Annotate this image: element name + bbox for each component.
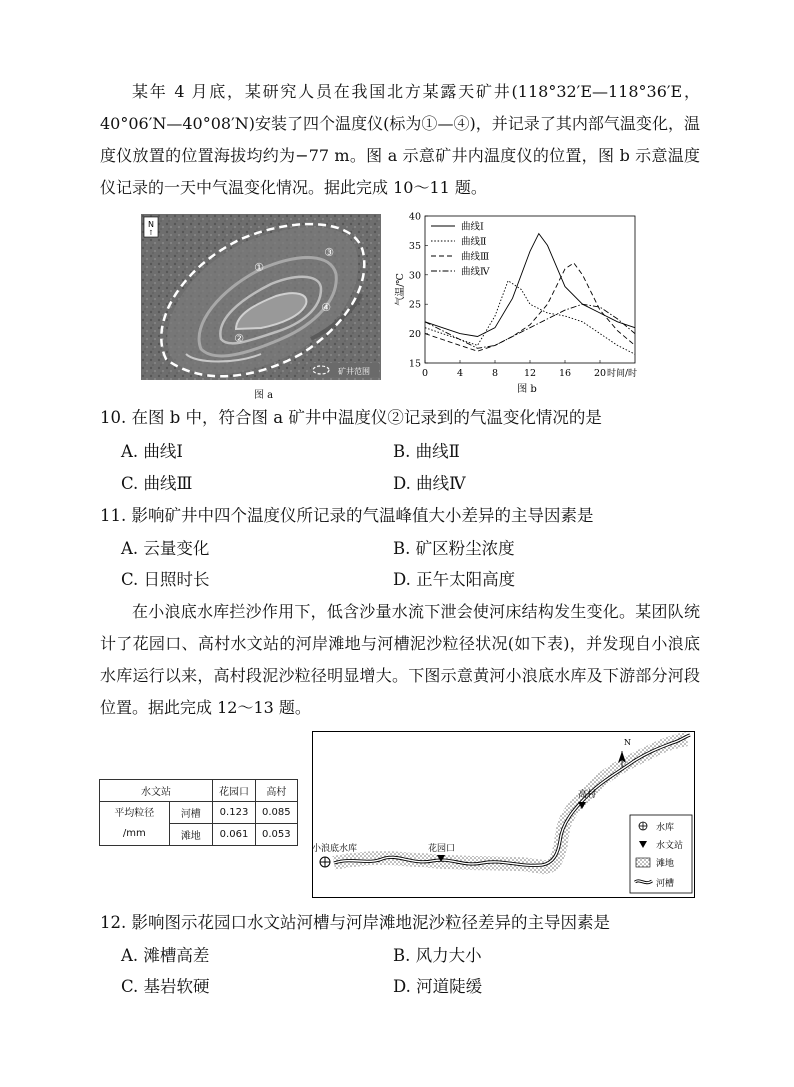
marker-1: ① [254,261,264,274]
row-label-line-1: 平均粒径 [114,807,155,819]
legend-label-2: 曲线Ⅱ [461,236,487,248]
question-12-stem: 12. 影响图示花园口水文站河槽与河岸滩地泥沙粒径差异的主导因素是 [100,913,610,932]
q12-option-d[interactable]: D. 河道陡缓 [393,977,483,996]
x-axis-label: 时间/时 [606,369,637,379]
figure-b-chart [393,208,655,400]
y-axis-label: 气温/℃ [395,273,406,306]
table-cell: 0.085 [256,802,298,824]
table-cell-channel: 河槽 [169,802,212,824]
q11-option-a[interactable]: A. 云量变化 [121,539,210,558]
intro-paragraph-2: 在小浪底水库拦沙作用下，低含沙量水流下泄会使河床结构发生变化。某团队统计了花园口、高村水文站的河岸滩地与河槽泥沙粒径状况(如下表)，并发现自小浪底水库运行以来，高村段泥沙粒径明显增大。下图示意黄河小浪底水库及下游部分河段位置。据此完成 12～13 题。 [100,602,700,717]
north-arrow-icon: ↑ [148,229,154,237]
table-header-huayuankou: 花园口 [213,780,256,802]
caption-figure-a: 图 a [254,390,274,401]
q11-option-c[interactable]: C. 日照时长 [121,570,210,589]
q10-option-b[interactable]: B. 曲线Ⅱ [393,442,460,461]
legend-label-4: 曲线Ⅳ [461,266,490,278]
table-cell: 0.061 [213,824,256,846]
reservoir-icon [320,857,330,867]
y-tick-label: 40 [408,211,421,223]
question-11-stem: 11. 影响矿井中四个温度仪所记录的气温峰值大小差异的主导因素是 [100,506,594,525]
row-label-line-2: /mm [122,827,146,839]
question-10-stem: 10. 在图 b 中，符合图 a 矿井中温度仪②记录到的气温变化情况的是 [100,408,602,427]
table-cell: 0.053 [256,824,298,846]
y-tick-label: 20 [408,329,421,341]
legend-channel-icon [635,881,652,883]
label-gaocun: 高村 [578,790,597,800]
q12-option-c[interactable]: C. 基岩软硬 [121,977,210,996]
q11-option-d[interactable]: D. 正午太阳高度 [393,570,516,589]
q12-option-a[interactable]: A. 滩槽高差 [121,946,210,965]
legend-label-1: 曲线Ⅰ [461,221,484,233]
chart-caption: 图 b [517,384,537,395]
x-tick-label: 8 [491,368,499,379]
table-cell-floodplain: 滩地 [169,824,212,846]
table-row [100,802,298,824]
marker-2: ② [234,332,244,345]
river-map [312,731,695,898]
legend-channel: 河槽 [656,879,675,889]
legend-reservoir: 水库 [656,823,675,833]
legend-floodplain: 滩地 [656,859,675,869]
legend-reservoir-icon [639,822,647,830]
legend-mine-range: 矿井范围 [338,367,370,376]
q11-option-b[interactable]: B. 矿区粉尘浓度 [393,539,515,558]
north-label-a: N [148,220,154,229]
table-row-label [100,802,170,846]
label-xiaolangdi: 小浪底水库 [312,844,358,854]
q10-option-d[interactable]: D. 曲线Ⅳ [393,474,466,493]
table-header-station: 水文站 [100,780,213,802]
y-tick-label: 35 [408,240,421,252]
q10-option-a[interactable]: A. 曲线Ⅰ [121,442,183,461]
figure-a [141,214,381,380]
y-tick-label: 15 [408,358,421,370]
table-header-gaocun: 高村 [256,780,298,802]
x-tick-label: 4 [456,368,464,379]
sediment-table [99,779,298,846]
q12-option-b[interactable]: B. 风力大小 [393,946,482,965]
plot-area [425,216,635,363]
x-tick-label: 20 [593,368,607,379]
marker-4: ④ [321,301,331,314]
y-tick-label: 25 [408,299,421,311]
legend-station: 水文站 [656,841,684,851]
table-header-row [100,780,298,802]
label-huayuankou: 花园口 [428,844,456,854]
x-tick-label: 16 [558,368,572,379]
north-label-map: N [624,738,631,747]
legend-label-3: 曲线Ⅲ [461,251,490,263]
marker-3: ③ [324,246,334,259]
q10-option-c[interactable]: C. 曲线Ⅲ [121,474,193,493]
x-tick-label: 0 [421,368,429,379]
table-cell: 0.123 [213,802,256,824]
x-tick-label: 12 [523,368,537,379]
legend-floodplain-icon [636,858,650,867]
intro-paragraph-1: 某年 4 月底，某研究人员在我国北方某露天矿井(118°32′E—118°36′E，40°06′N—40°08′N)安装了四个温度仪(标为①—④)，并记录了其内部气温变化，温度仪放置的位置海拔均约为−77 m。图 a 示意矿井内温度仪的位置，图 b 示意温度仪记录的一天中气温变化情况。据此完成 10～11 题。 [100,82,700,197]
y-tick-label: 30 [408,270,421,282]
